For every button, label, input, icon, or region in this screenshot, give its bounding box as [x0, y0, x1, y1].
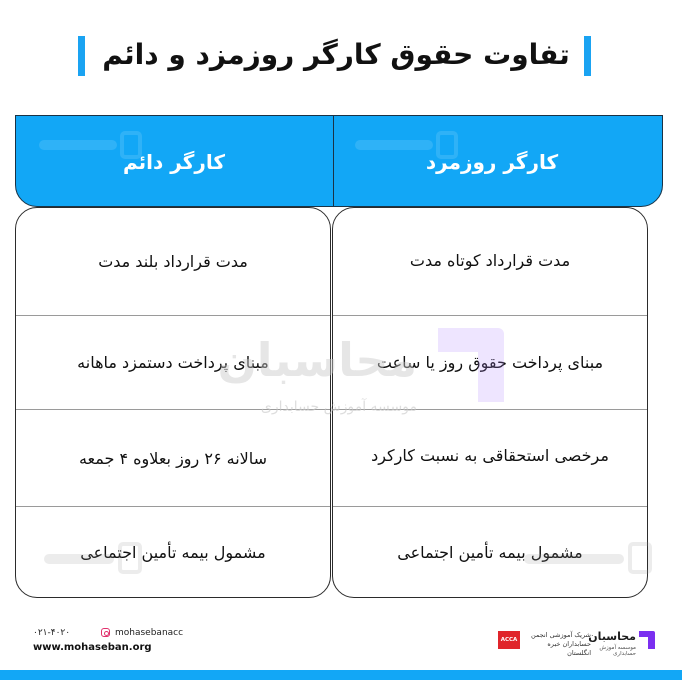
- table-header: [15, 115, 663, 207]
- acca-logo: ACCA: [498, 631, 520, 649]
- table-row: سالانه ۲۶ روز بعلاوه ۴ جمعه: [78, 448, 268, 468]
- header-daily-worker: کارگر روزمرد: [425, 150, 559, 174]
- instagram-handle[interactable]: mohasebanacc: [115, 628, 184, 638]
- page-title: تفاوت حقوق کارگر روزمزد و دائم: [102, 38, 570, 71]
- header-permanent-worker: کارگر دائم: [122, 150, 225, 174]
- bottom-accent-bar: [0, 670, 682, 680]
- acca-description: شریک آموزشی انجمن حسابداران خبره انگلستان: [531, 631, 591, 657]
- table-row: مبنای پرداخت دستمزد ماهانه: [77, 353, 269, 372]
- watermark-name: محاسبان: [217, 333, 417, 387]
- phone-number: ۰۲۱-۴۰۲۰: [33, 628, 71, 638]
- table-row: مدت قرارداد بلند مدت: [98, 252, 248, 271]
- title-area: [0, 33, 682, 77]
- website-link[interactable]: www.mohaseban.org: [33, 642, 152, 653]
- watermark-subtitle: موسسه آموزش حسابداری: [260, 399, 417, 415]
- corner-watermark-icon: [520, 540, 660, 580]
- footer-contact: [33, 628, 203, 658]
- brand-subtitle: موسسه آموزش حسابداری: [599, 645, 636, 657]
- corner-watermark-icon: [40, 540, 150, 580]
- table-row: مرخصی استحقاقی به نسبت کارکرد: [371, 445, 609, 465]
- table-row: مشمول بیمه تأمین اجتماعی: [397, 542, 583, 562]
- instagram-icon: [101, 628, 110, 637]
- title-accent-bar-right: [584, 36, 591, 76]
- table-row: مشمول بیمه تأمین اجتماعی: [80, 542, 266, 562]
- table-row: مبنای پرداخت حقوق روز یا ساعت: [376, 353, 604, 372]
- brand-name: محاسبان: [588, 630, 636, 643]
- table-row: مدت قرارداد کوتاه مدت: [409, 250, 571, 270]
- brand-logo-icon: [637, 629, 657, 651]
- title-accent-bar-left: [78, 36, 85, 76]
